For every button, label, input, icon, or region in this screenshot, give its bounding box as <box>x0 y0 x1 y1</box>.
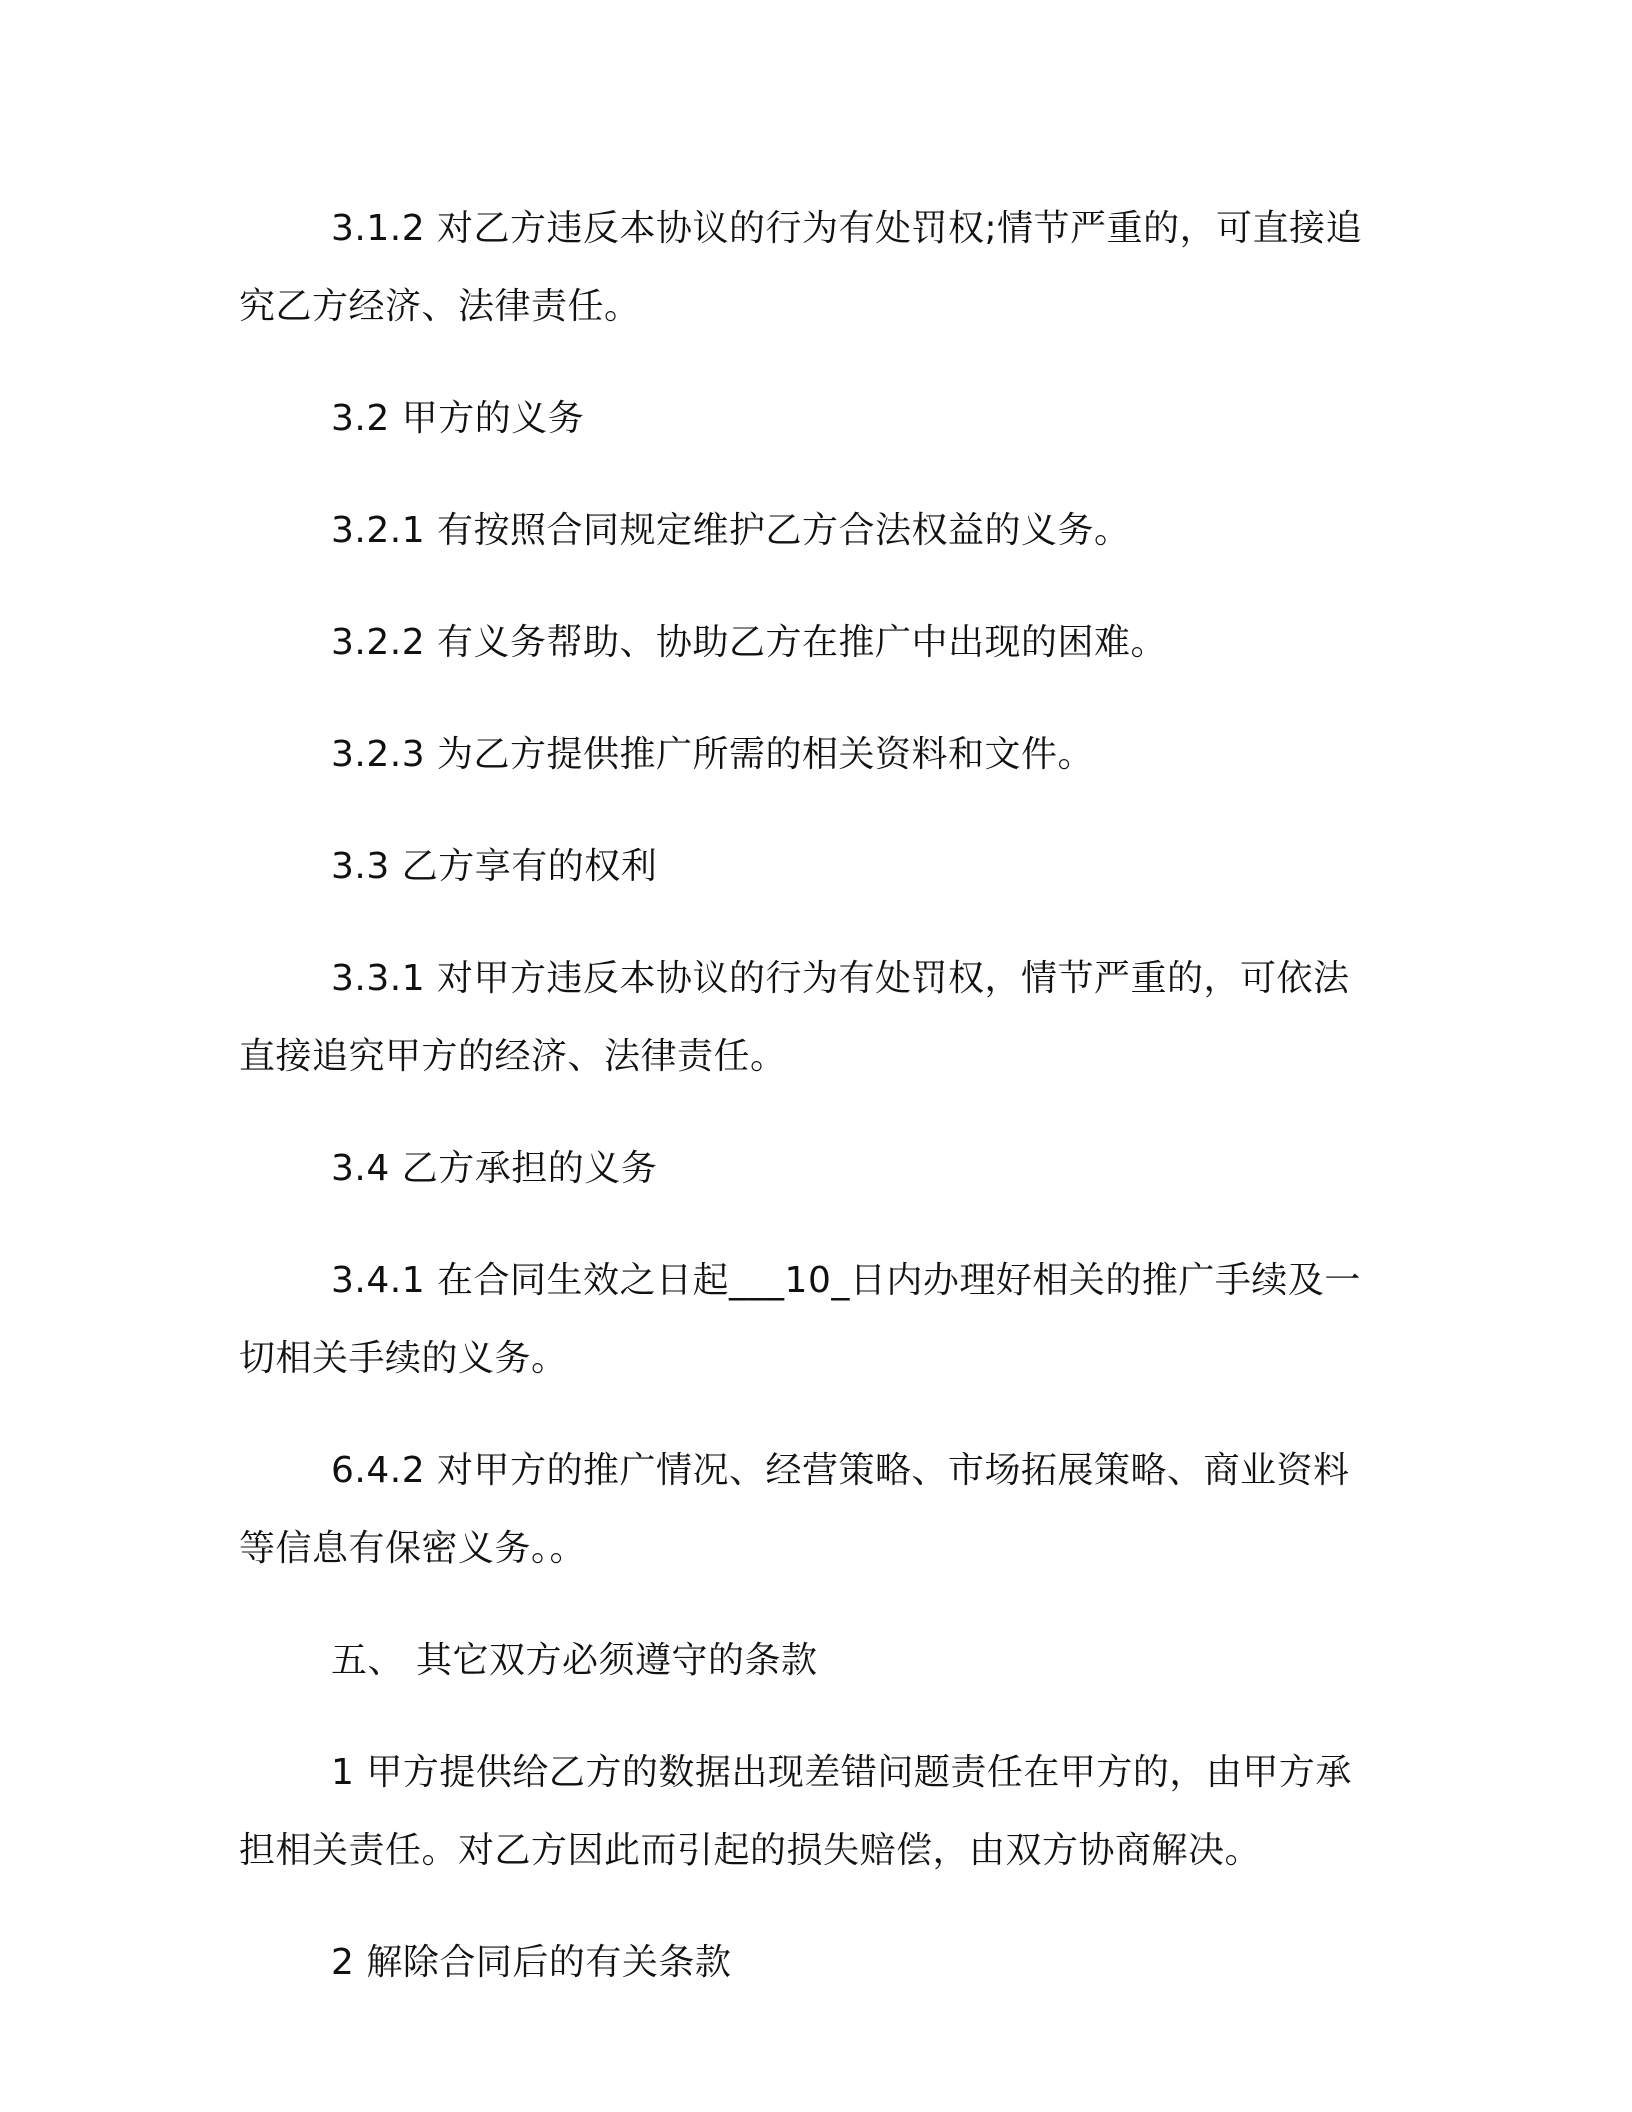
text-line: 3.1.2 对乙方违反本协议的行为有处罚权;情节严重的，可直接追 <box>331 208 1363 249</box>
text-line: 2 解除合同后的有关条款 <box>331 1942 732 1983</box>
text-line: 6.4.2 对甲方的推广情况、经营策略、市场拓展策略、商业资料 <box>331 1450 1350 1491</box>
heading-3-2 <box>239 380 1367 458</box>
heading-section-5 <box>239 1622 1367 1700</box>
text-line: 直接追究甲方的经济、法律责任。 <box>239 1036 787 1077</box>
heading-3-4 <box>239 1130 1367 1208</box>
text-line: 五、 其它双方必须遵守的条款 <box>331 1640 818 1681</box>
heading-3-3 <box>239 828 1367 906</box>
text-line: 担相关责任。对乙方因此而引起的损失赔偿，由双方协商解决。 <box>239 1830 1262 1871</box>
text-line: 1 甲方提供给乙方的数据出现差错问题责任在甲方的，由甲方承 <box>331 1752 1352 1793</box>
paragraph-6-4-2 <box>239 1432 1367 1588</box>
text-line: 3.2.1 有按照合同规定维护乙方合法权益的义务。 <box>331 510 1131 551</box>
document-body <box>239 190 1367 2036</box>
text-line: 3.3.1 对甲方违反本协议的行为有处罚权，情节严重的，可依法 <box>331 958 1350 999</box>
paragraph-3-2-2 <box>239 604 1367 682</box>
paragraph-clause-2 <box>239 1924 1367 2002</box>
paragraph-3-1-2 <box>239 190 1367 346</box>
paragraph-3-4-1 <box>239 1242 1367 1398</box>
paragraph-3-3-1 <box>239 940 1367 1096</box>
paragraph-3-2-3 <box>239 716 1367 794</box>
text-line: 3.2 甲方的义务 <box>331 398 585 439</box>
paragraph-clause-1 <box>239 1734 1367 1890</box>
text-line: 切相关手续的义务。 <box>239 1338 568 1379</box>
text-line: 3.2.3 为乙方提供推广所需的相关资料和文件。 <box>331 734 1095 775</box>
text-line: 3.4 乙方承担的义务 <box>331 1148 658 1189</box>
text-line: 3.4.1 在合同生效之日起___10_日内办理好相关的推广手续及一 <box>331 1260 1361 1301</box>
text-line: 3.3 乙方享有的权利 <box>331 846 658 887</box>
paragraph-3-2-1 <box>239 492 1367 570</box>
text-line: 3.2.2 有义务帮助、协助乙方在推广中出现的困难。 <box>331 622 1168 663</box>
text-line: 究乙方经济、法律责任。 <box>239 286 641 327</box>
text-line: 等信息有保密义务。。 <box>239 1528 587 1569</box>
